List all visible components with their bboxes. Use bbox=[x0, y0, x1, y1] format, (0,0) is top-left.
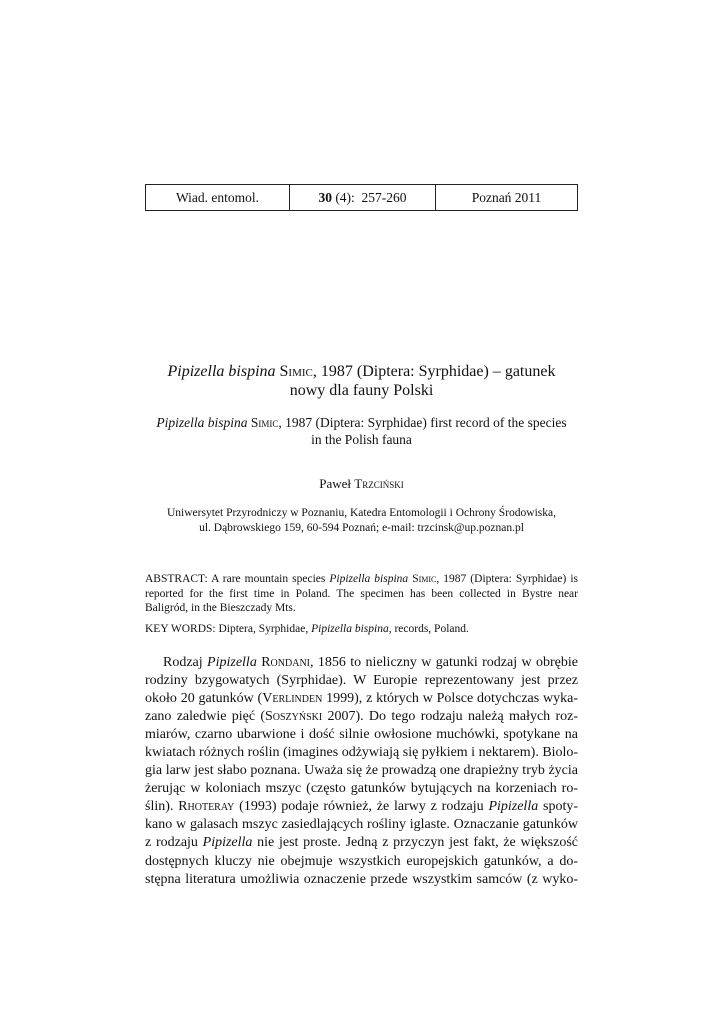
subtitle-rest: , 1987 (Diptera: Syrphidae) first record of the species bbox=[278, 415, 567, 430]
keywords-rest: , records, Poland. bbox=[388, 623, 469, 635]
author-last: Trzciński bbox=[354, 476, 404, 491]
body-line: kwiatach różnych roślin (imagines odżywiają się pyłkiem i nektarem). Biolo- bbox=[145, 745, 579, 761]
journal-name-cell bbox=[146, 185, 290, 210]
title-species: Pipizella bispina bbox=[167, 363, 276, 380]
abstract-lead: ABSTRACT: A rare mountain species bbox=[145, 573, 330, 585]
author-name bbox=[145, 476, 578, 492]
abstract bbox=[145, 572, 578, 616]
author-first: Paweł bbox=[319, 476, 355, 491]
volume-issue-cell bbox=[290, 185, 436, 210]
body-line: ślin). Rhoteray (1993) podaje również, że larwy z rodzaju Pipizella spoty- bbox=[145, 799, 579, 815]
paper-title bbox=[145, 362, 578, 400]
body-line: miarów, czarno ubarwione i dość silnie owłosione muchówki, spotykane na bbox=[145, 727, 578, 743]
title-rest: , 1987 (Diptera: Syrphidae) – gatunek bbox=[312, 363, 556, 380]
body-line: kano w galasach mszyc zasiedlających rośliny iglaste. Oznaczanie gatunków bbox=[145, 817, 578, 833]
paper-subtitle-english bbox=[145, 414, 578, 448]
subtitle-line2: in the Polish fauna bbox=[311, 432, 412, 447]
volume-number: 30 bbox=[318, 189, 332, 205]
keywords-species: Pipizella bispina bbox=[311, 623, 389, 635]
body-line: zano zaledwie pięć (Soszyński 2007). Do tego rodzaju należą małych roz- bbox=[145, 709, 578, 725]
title-line2: nowy dla fauny Polski bbox=[289, 382, 434, 399]
body-line: około 20 gatunków (Verlinden 1999), z których w Polsce dotychczas wyka- bbox=[145, 691, 579, 707]
key-words bbox=[145, 622, 578, 636]
body-line: z rodzaju Pipizella nie jest proste. Jedną z przyczyn jest fakt, że większość bbox=[145, 835, 579, 851]
abstract-species: Pipizella bispina bbox=[329, 573, 409, 585]
abstract-rest: , 1987 (Diptera: Syrphidae) is reported for the first time in Poland. The specimen has been collected in Bystre near Baligród, in the Bieszczady Mts. bbox=[145, 573, 578, 615]
place-year: Poznań 2011 bbox=[471, 189, 542, 205]
title-author: Simic bbox=[279, 363, 313, 380]
body-line: rodziny bzygowatych (Syrphidae). W Europie reprezentowany jest przez bbox=[145, 673, 578, 689]
abstract-author: Simic bbox=[412, 573, 437, 585]
body-line: stępna literatura umożliwia oznaczenie przede wszystkim samców (z wyko- bbox=[145, 871, 578, 887]
subtitle-species: Pipizella bispina bbox=[156, 415, 248, 430]
body-paragraph bbox=[145, 654, 578, 889]
affiliation-line1: Uniwersytet Przyrodniczy w Poznaniu, Katedra Entomologii i Ochrony Środowiska, bbox=[166, 507, 556, 519]
author-affiliation bbox=[145, 506, 578, 536]
issue-pages: (4): 257-260 bbox=[331, 189, 407, 205]
journal-header-table bbox=[145, 184, 578, 211]
body-line: dostępnych kluczy nie obejmuje wszystkich europejskich gatunków, a do- bbox=[145, 853, 578, 869]
subtitle-author: Simic bbox=[250, 415, 279, 430]
keywords-lead: KEY WORDS: Diptera, Syrphidae, bbox=[145, 623, 312, 635]
body-line: żerując w koloniach mszyc (często gatunków bytujących na korzeniach ro- bbox=[145, 781, 578, 797]
journal-name: Wiad. entomol. bbox=[175, 189, 260, 205]
place-year-cell bbox=[436, 185, 577, 210]
body-line: gia larw jest słabo poznana. Uważa się że prowadzą one drapieżny tryb życia bbox=[145, 763, 578, 779]
affiliation-line2: ul. Dąbrowskiego 159, 60-594 Poznań; e-mail: trzcinsk@up.poznan.pl bbox=[199, 522, 524, 534]
body-line: Rodzaj Pipizella Rondani, 1856 to nieliczny w gatunki rodzaj w obrębie bbox=[163, 655, 578, 670]
